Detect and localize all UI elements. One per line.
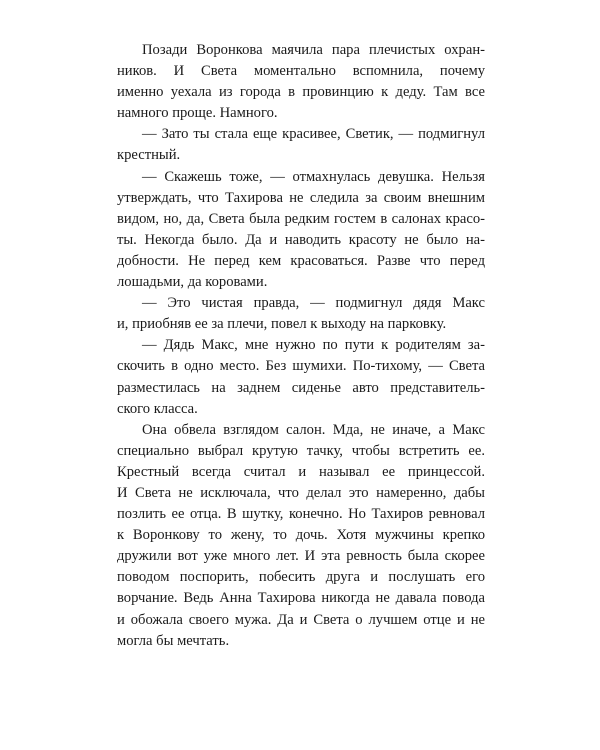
text-line: Позади Воронкова маячила пара плечистых охран- [142,42,485,58]
text-line: — Это чистая правда, — подмигнул дядя Макс [142,295,485,312]
paragraph [117,167,485,294]
text-line: ты. Некогда было. Да и наводить красоту не было на- [117,231,485,248]
text-line: ворчание. Ведь Анна Тахирова никогда не давала повода [117,590,485,607]
text-line: могла бы мечтать. [117,632,230,649]
paragraph [117,293,485,335]
text-line: поводом поспорить, побесить друга и послушать его [117,569,485,586]
body-text [117,40,485,652]
paragraph [117,420,485,652]
paragraph [117,40,485,124]
text-line: разместилась на заднем сиденье авто представитель- [117,379,485,396]
text-line: Крестный всегда считал и называл ее принцессой. [117,463,485,480]
text-line: добности. Не перед кем красоваться. Разве что перед [117,252,485,269]
text-line: и, приобняв ее за плечи, повел к выходу на парковку. [117,316,447,333]
text-line: к Воронкову то жену, то дочь. Хотя мужчины крепко [117,527,485,544]
text-line: утверждать, что Тахирова не следила за своим внешним [117,189,485,206]
text-line: Она обвела взглядом салон. Мда, не иначе, а Макс [142,421,485,438]
text-line: дружили вот уже много лет. И эта ревность была скорее [117,548,485,565]
paragraph [117,335,485,419]
text-line: намного проще. Намного. [117,105,278,122]
text-line: видом, но, да, Света была редким гостем в салонах красо- [117,210,485,227]
text-line: и обожала своего мужа. Да и Света о лучшем отце и не [117,611,485,628]
text-line: специально выбрал крутую тачку, чтобы встретить ее. [117,442,485,459]
text-line: ского класса. [117,400,198,417]
text-line: скочить в одно место. Без шумихи. По-тихому, — Света [117,358,485,375]
text-line: именно уехала из города в провинцию к деду. Там все [117,84,485,101]
text-line: ников. И Света моментально вспомнила, почему [117,63,485,80]
text-line: крестный. [117,147,181,164]
text-line: — Дядь Макс, мне нужно по пути к родителям за- [142,337,485,354]
paragraph [117,124,485,166]
text-line: И Света не исключала, что делал это намеренно, дабы [117,484,485,501]
text-line: — Зато ты стала еще красивее, Светик, — подмигнул [142,126,485,143]
text-line: позлить ее отца. В шутку, конечно. Но Тахиров ревновал [117,506,485,523]
text-line: лошадьми, да коровами. [117,274,268,291]
text-line: — Скажешь тоже, — отмахнулась девушка. Нельзя [142,168,485,185]
